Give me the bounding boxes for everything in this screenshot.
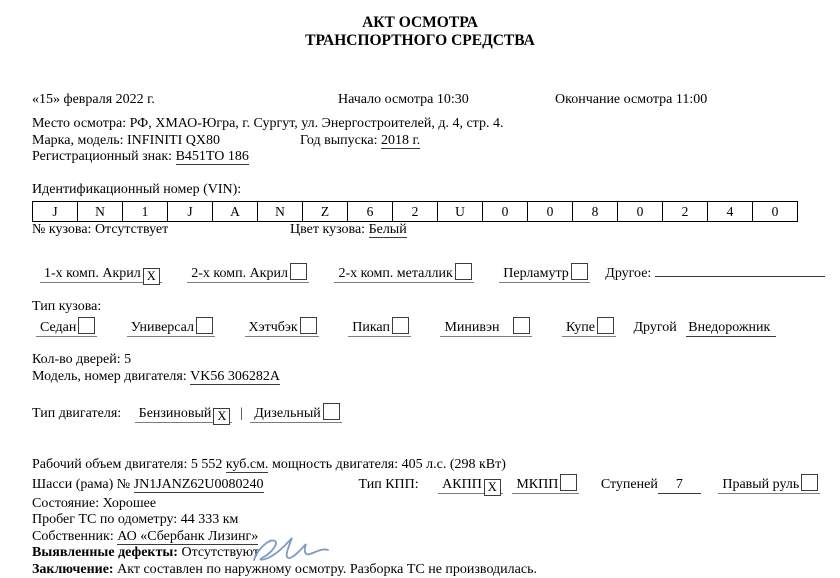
paint-option-2k-acryl xyxy=(187,266,309,283)
conclusion-value: Акт составлен по наружному осмотру. Разборка ТС не производилась. xyxy=(114,562,537,577)
owner-value: АО «Сбербанк Лизинг» xyxy=(117,529,258,545)
paint-checkbox-1k-acryl[interactable]: X xyxy=(143,268,160,285)
engine-type-label: Тип двигателя: xyxy=(32,406,121,421)
body-checkbox-minivan[interactable] xyxy=(513,317,530,334)
body-type-row xyxy=(32,317,808,336)
vin-cell: 0 xyxy=(618,202,663,222)
body-option-coupe xyxy=(562,320,616,337)
defects-label: Выявленные дефекты: xyxy=(32,545,178,560)
body-option-label: Минивэн xyxy=(444,320,499,335)
engine-checkbox-petrol[interactable]: X xyxy=(213,408,230,425)
paint-checkbox-pearl[interactable] xyxy=(571,263,588,280)
chassis-label: Шасси (рама) № xyxy=(32,477,134,492)
vin-cell: 4 xyxy=(708,202,753,222)
doors-count: Кол-во дверей: 5 xyxy=(32,352,808,369)
rhd-option xyxy=(718,477,820,494)
vin-cell: 6 xyxy=(348,202,393,222)
make-model: Марка, модель: INFINITI QX80 xyxy=(32,133,300,150)
rhd-label: Правый руль xyxy=(722,477,799,492)
paint-option-1k-acryl xyxy=(40,266,162,283)
body-checkbox-sedan[interactable] xyxy=(78,317,95,334)
vin-cell: N xyxy=(78,202,123,222)
title-line-1: АКТ ОСМОТРА xyxy=(32,14,808,32)
body-checkbox-pickup[interactable] xyxy=(392,317,409,334)
engine-checkbox-diesel[interactable] xyxy=(323,403,340,420)
paint-option-label: 2-х комп. металлик xyxy=(338,266,452,281)
vin-cell: A xyxy=(213,202,258,222)
vin-cell: 0 xyxy=(528,202,573,222)
vin-cell: 0 xyxy=(483,202,528,222)
body-option-label: Пикап xyxy=(352,320,390,335)
body-type-label: Тип кузова: xyxy=(32,299,808,316)
engine-model-label: Модель, номер двигателя: xyxy=(32,369,190,384)
year-label: Год выпуска: xyxy=(300,133,381,148)
vin-cell: 2 xyxy=(663,202,708,222)
engine-option-diesel xyxy=(250,406,342,423)
body-number-line xyxy=(32,222,808,239)
chassis-kpp-row xyxy=(32,474,808,496)
kpp-checkbox-mkpp[interactable] xyxy=(560,474,577,491)
vin-cell: 0 xyxy=(753,202,798,222)
vin-cell: N xyxy=(258,202,303,222)
signature-scribble xyxy=(248,536,348,562)
body-checkbox-coupe[interactable] xyxy=(597,317,614,334)
engine-option-label: Бензиновый xyxy=(139,406,212,421)
vin-row xyxy=(33,202,798,222)
kpp-option-label: МКПП xyxy=(516,477,558,492)
kpp-checkbox-akpp[interactable]: X xyxy=(484,479,501,496)
engine-volume-unit: куб.см. xyxy=(226,457,269,473)
vin-cell: J xyxy=(168,202,213,222)
vin-cell: 2 xyxy=(393,202,438,222)
body-option-pickup xyxy=(348,320,411,337)
reg-value: В451ТО 186 xyxy=(176,149,249,165)
body-option-label: Купе xyxy=(566,320,595,335)
body-other-label: Другой xyxy=(633,320,676,335)
engine-model-line xyxy=(32,369,808,386)
body-option-minivan xyxy=(440,320,532,337)
chassis-value: JN1JANZ62U0080240 xyxy=(134,477,264,493)
vin-cell: U xyxy=(438,202,483,222)
inspection-place: Место осмотра: РФ, ХМАО-Югра, г. Сургут, ул. Энергостроителей, д. 4, стр. 4. xyxy=(32,116,808,133)
body-color-label: Цвет кузова: xyxy=(290,222,369,237)
vin-cell: J xyxy=(33,202,78,222)
paint-option-label: 2-х комп. Акрил xyxy=(191,266,288,281)
inspection-start-time: Начало осмотра 10:30 xyxy=(338,92,555,108)
paint-option-label: Перламутр xyxy=(503,266,569,281)
steps-label: Ступеней xyxy=(601,477,658,492)
paint-option-2k-metallic xyxy=(334,266,473,283)
inspection-end-time: Окончание осмотра 11:00 xyxy=(555,92,707,108)
owner-label: Собственник: xyxy=(32,529,117,544)
registration-line xyxy=(32,149,808,166)
vin-table xyxy=(32,201,798,222)
date-line xyxy=(32,92,808,108)
owner-line xyxy=(32,529,808,546)
conclusion-label: Заключение: xyxy=(32,562,114,577)
body-option-label: Седан xyxy=(40,320,76,335)
body-option-label: Хэтчбэк xyxy=(249,320,298,335)
paint-checkbox-2k-acryl[interactable] xyxy=(290,263,307,280)
engine-volume-prefix: Рабочий объем двигателя: 5 552 xyxy=(32,457,226,472)
steps-value: 7 xyxy=(658,477,701,494)
body-checkbox-wagon[interactable] xyxy=(196,317,213,334)
paint-checkbox-2k-metallic[interactable] xyxy=(455,263,472,280)
body-number: № кузова: Отсутствует xyxy=(32,222,290,239)
engine-option-petrol xyxy=(135,406,233,423)
conclusion-line xyxy=(32,562,808,578)
engine-type-divider: | xyxy=(240,406,243,422)
kpp-option-mkpp xyxy=(512,477,579,494)
paint-other-label: Другое: xyxy=(605,266,651,281)
engine-option-label: Дизельный xyxy=(254,406,321,421)
body-option-sedan xyxy=(36,320,97,337)
kpp-option-label: АКПП xyxy=(442,477,482,492)
paint-other-blank[interactable] xyxy=(655,264,825,277)
make-model-line xyxy=(32,133,808,150)
reg-label: Регистрационный знак: xyxy=(32,149,176,164)
document-title xyxy=(32,14,808,50)
body-option-label: Универсал xyxy=(131,320,194,335)
paint-option-label: 1-х комп. Акрил xyxy=(44,266,141,281)
kpp-option-akpp xyxy=(438,477,503,494)
defects-value: Отсутствуют xyxy=(178,545,259,560)
title-line-2: ТРАНСПОРТНОГО СРЕДСТВА xyxy=(32,32,808,50)
vin-cell: 1 xyxy=(123,202,168,222)
body-option-wagon xyxy=(127,320,215,337)
body-checkbox-hatchback[interactable] xyxy=(300,317,317,334)
vin-label: Идентификационный номер (VIN): xyxy=(32,182,808,199)
paint-type-row xyxy=(32,263,808,285)
engine-volume-line xyxy=(32,457,808,474)
inspection-date: «15» февраля 2022 г. xyxy=(32,92,338,108)
body-color-value: Белый xyxy=(369,222,407,238)
vin-cell: 8 xyxy=(573,202,618,222)
engine-power: мощность двигателя: 405 л.с. (298 кВт) xyxy=(268,457,505,472)
chassis-number xyxy=(32,477,355,494)
mileage-line: Пробег ТС по одометру: 44 333 км xyxy=(32,512,808,529)
body-option-hatchback xyxy=(245,320,319,337)
rhd-checkbox[interactable] xyxy=(801,474,818,491)
vin-cell: Z xyxy=(303,202,348,222)
condition-line: Состояние: Хорошее xyxy=(32,496,808,513)
body-other-value: Внедорожник xyxy=(686,320,776,337)
defects-line xyxy=(32,545,808,562)
paint-option-pearl xyxy=(499,266,590,283)
kpp-label: Тип КПП: xyxy=(359,477,419,492)
engine-model-value: VK56 306282A xyxy=(190,369,280,385)
year-value: 2018 г. xyxy=(381,133,420,149)
engine-type-row xyxy=(32,403,808,425)
